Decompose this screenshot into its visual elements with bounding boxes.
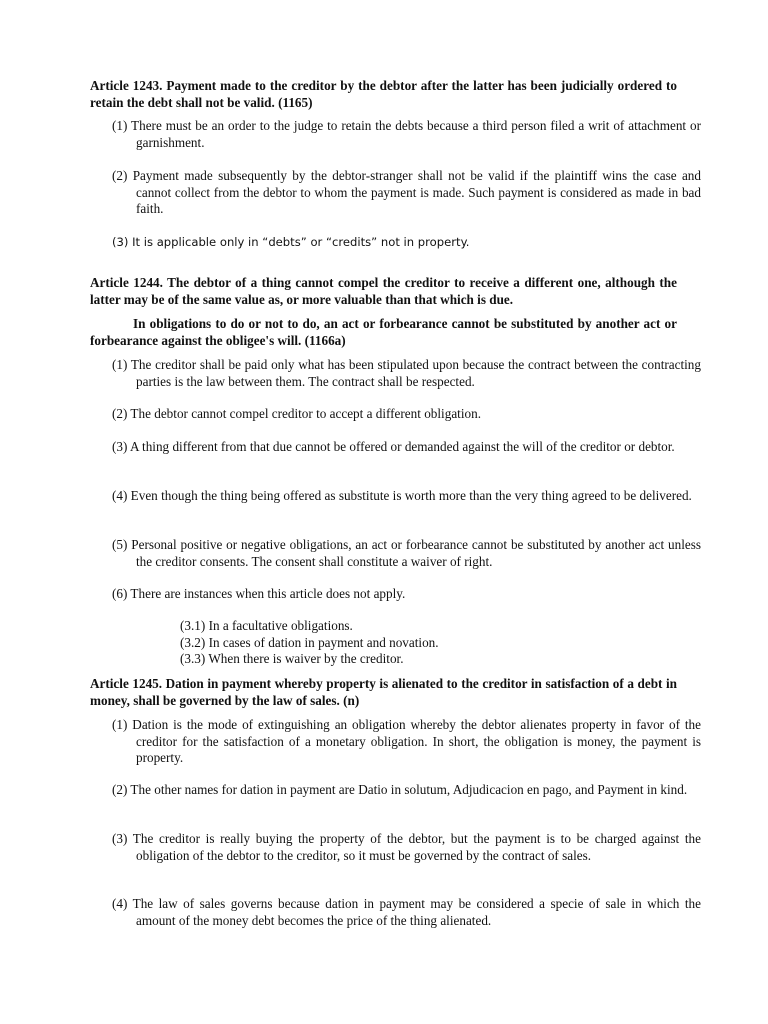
article-1244-subitem-3: (3.3) When there is waiver by the creditor.	[180, 651, 404, 666]
article-1245-item-2: (2) The other names for dation in payment are Datio in solutum, Adjudicacion en pago, and Payment in kind.	[112, 782, 688, 797]
article-1244-subitem-2: (3.2) In cases of dation in payment and novation.	[180, 634, 439, 650]
article-1244-subitems	[180, 618, 580, 668]
article-1244-item-1: (1) The creditor shall be paid only what has been stipulated upon because the contract between the contracting parties is the law between them. The contract shall be respected.	[112, 357, 701, 389]
article-1243-item-2: (2) Payment made subsequently by the debtor-stranger shall not be valid if the plaintiff wins the case and cannot collect from the debtor to whom the payment is made. Such payment is considered as made in bad faith.	[112, 168, 701, 216]
article-1244-paragraph-block	[90, 316, 677, 349]
article-1243-item-3: (3) It is applicable only in “debts” or “credits” not in property.	[112, 235, 470, 249]
article-1244-item-5: (5) Personal positive or negative obligations, an act or forbearance cannot be substituted by another act unless the creditor consents. The consent shall constitute a waiver of right.	[112, 537, 701, 569]
article-1243	[90, 78, 677, 111]
article-1243-heading: Article 1243. Payment made to the creditor by the debtor after the latter has been judicially ordered to retain the debt shall not be valid. (1165)	[90, 78, 677, 110]
article-1244	[90, 275, 677, 308]
article-1244-heading: Article 1244. The debtor of a thing cannot compel the creditor to receive a different one, although the latter may be of the same value as, or more valuable than that which is due.	[90, 275, 677, 307]
article-1245-item-1: (1) Dation is the mode of extinguishing an obligation whereby the debtor alienates property in favor of the creditor for the satisfaction of a monetary obligation. In short, the obligation is money, the payment is property.	[112, 717, 701, 765]
article-1244-item-2: (2) The debtor cannot compel creditor to accept a different obligation.	[112, 406, 481, 421]
article-1245	[90, 676, 677, 709]
article-1245-item-3: (3) The creditor is really buying the property of the debtor, but the payment is to be charged against the obligation of the debtor to the creditor, so it must be governed by the contract of sales.	[112, 831, 701, 863]
article-1244-item-6: (6) There are instances when this article does not apply.	[112, 586, 406, 601]
article-1243-item-1: (1) There must be an order to the judge to retain the debts because a third person filed a writ of attachment or garnishment.	[112, 118, 701, 150]
article-1244-item-4: (4) Even though the thing being offered as substitute is worth more than the very thing agreed to be delivered.	[112, 488, 692, 503]
article-1244-subitem-1: (3.1) In a facultative obligations.	[180, 618, 353, 633]
article-1244-paragraph: In obligations to do or not to do, an act or forbearance cannot be substituted by another act or forbearance against the obligee's will. (1166a)	[90, 316, 677, 348]
article-1245-item-4: (4) The law of sales governs because dation in payment may be considered a specie of sale in which the amount of the money debt becomes the price of the thing alienated.	[112, 896, 701, 928]
article-1244-item-3: (3) A thing different from that due cannot be offered or demanded against the will of the creditor or debtor.	[112, 439, 675, 454]
article-1245-heading: Article 1245. Dation in payment whereby property is alienated to the creditor in satisfaction of a debt in money, shall be governed by the law of sales. (n)	[90, 676, 677, 708]
